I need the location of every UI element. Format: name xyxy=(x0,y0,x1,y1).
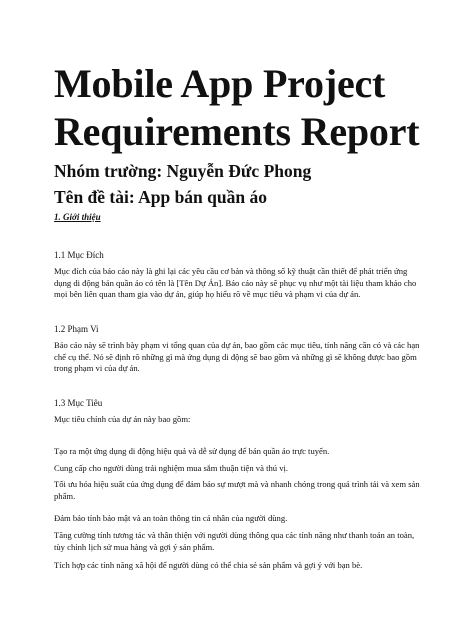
document-title: Mobile App Project Requirements Report xyxy=(54,61,420,154)
section-heading-introduction: 1. Giới thiệu xyxy=(54,212,101,222)
subsection-heading-purpose: 1.1 Mục Đích xyxy=(54,250,104,260)
scope-paragraph: Báo cáo này sẽ trình bày phạm vi tổng quan của dự án, bao gồm các mục tiêu, tính năng cần có và các hạn chế cụ thể. Nó sẽ định rõ những gì mà ứng dụng di động sẽ bao gồm và những gì sẽ không được bao gồm trong phạm vi của dự án. xyxy=(54,340,420,373)
objectives-intro: Mục tiêu chính của dự án này bao gồm: xyxy=(54,414,191,424)
subsection-heading-scope: 1.2 Phạm Vi xyxy=(54,324,99,334)
subsection-heading-objectives: 1.3 Mục Tiêu xyxy=(54,398,103,408)
objective-item: Tăng cường tính tương tác và thân thiện với người dùng thông qua các tính năng như thanh toán an toàn, tùy chỉnh lịch sử mua hàng và gợi ý sản phẩm. xyxy=(54,530,415,552)
objective-item: Tối ưu hóa hiệu suất của ứng dụng để đảm bảo sự mượt mà và nhanh chóng trong quá trình tải và xem sản phẩm. xyxy=(54,479,420,501)
objective-item: Đảm bảo tính bảo mật và an toàn thông tin cá nhân của người dùng. xyxy=(54,513,288,523)
objective-item: Tạo ra một ứng dụng di động hiệu quả và dễ sử dụng để bán quần áo trực tuyến. xyxy=(54,446,330,456)
project-topic-line: Tên đề tài: App bán quần áo xyxy=(54,187,267,207)
purpose-paragraph: Mục đích của báo cáo này là ghi lại các yêu cầu cơ bản và thông số kỹ thuật cần thiết để phát triển ứng dụng di động bán quần áo có tên là [Tên Dự Án]. Báo cáo này sẽ phục vụ như một tài liệu tham khảo cho mọi bên liên quan tham gia vào dự án, giúp họ hiểu rõ về mục tiêu và phạm vi của dự án. xyxy=(54,266,417,299)
team-leader-line: Nhóm trường: Nguyễn Đức Phong xyxy=(54,161,312,181)
objective-item: Tích hợp các tính năng xã hội để người dùng có thể chia sẻ sản phẩm và gợi ý với bạn bè. xyxy=(54,560,363,570)
objective-item: Cung cấp cho người dùng trải nghiệm mua sắm thuận tiện và thú vị. xyxy=(54,463,289,473)
